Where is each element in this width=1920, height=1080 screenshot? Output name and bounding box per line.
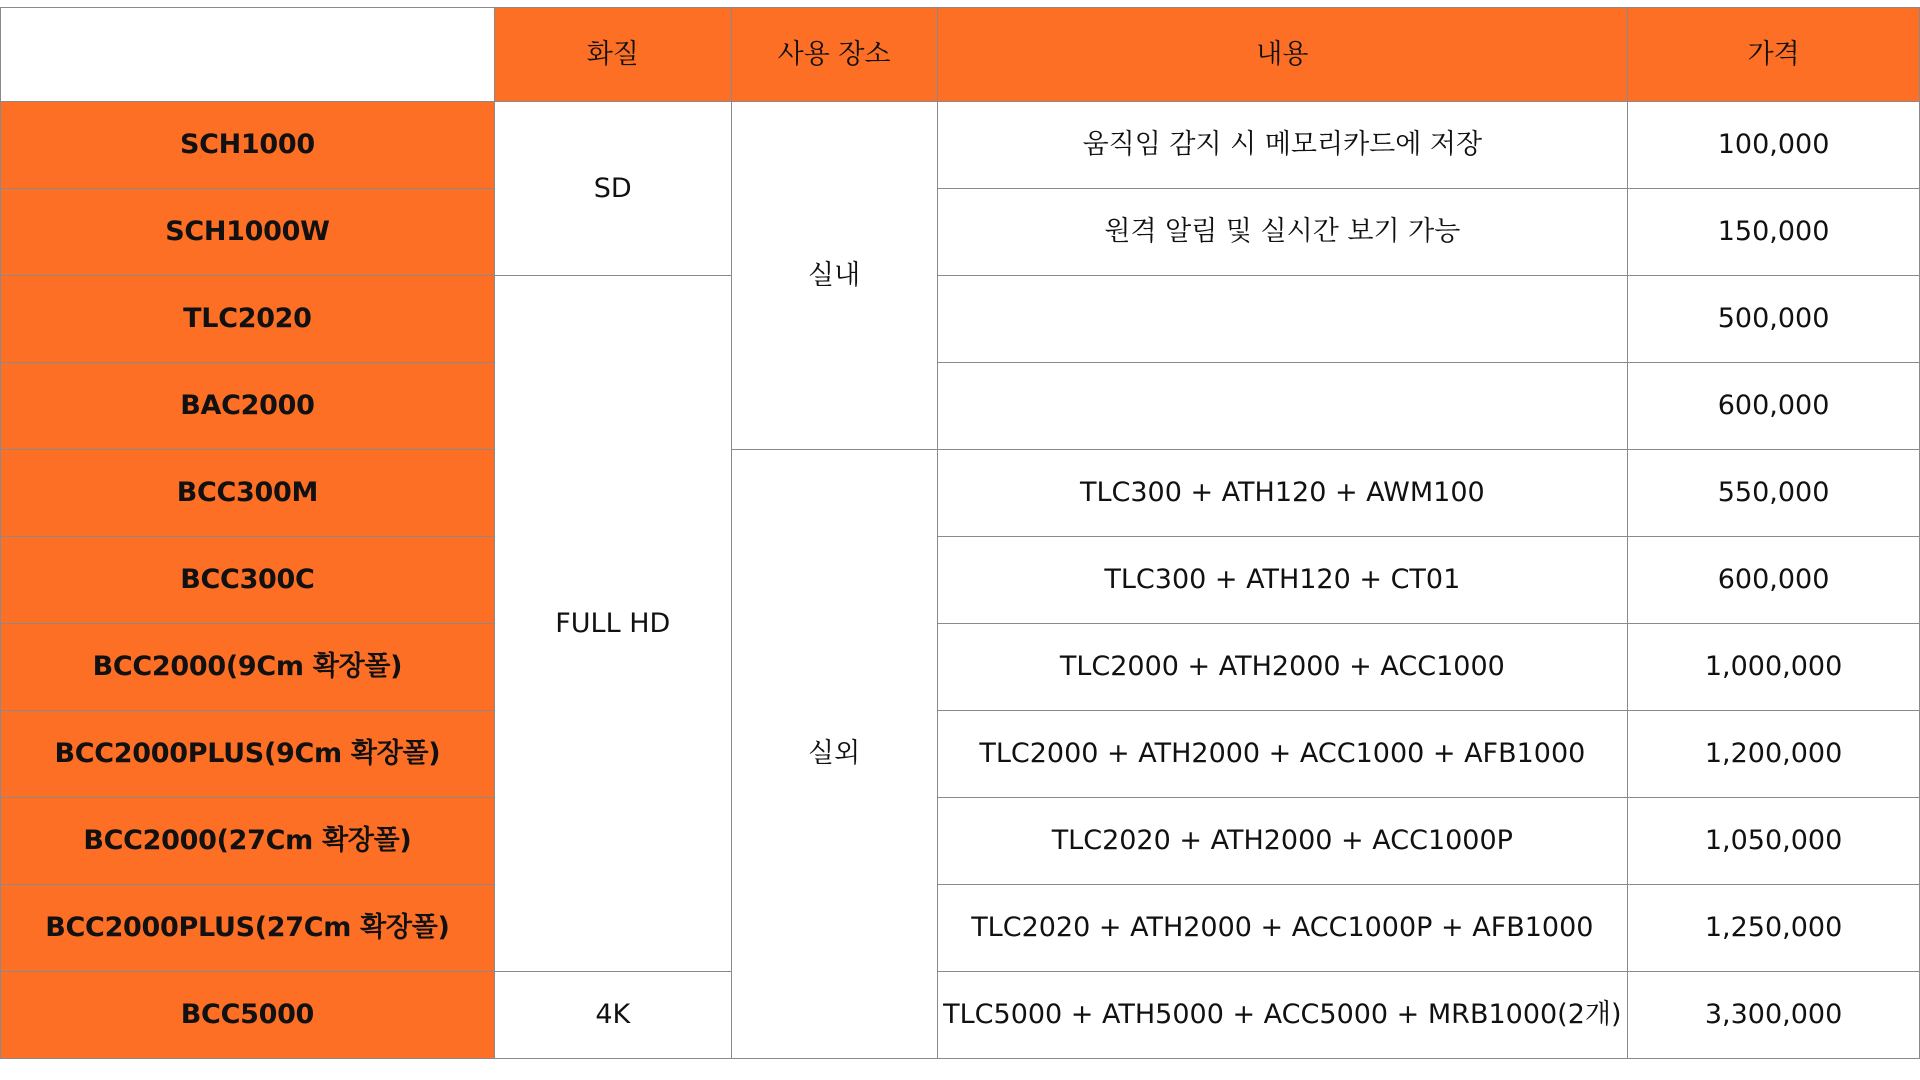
content-cell: TLC300 + ATH120 + AWM100 <box>937 450 1628 537</box>
model-name: TLC2020 <box>1 276 495 363</box>
price-cell: 550,000 <box>1628 450 1920 537</box>
model-name: BCC2000PLUS(9Cm 확장폴) <box>1 711 495 798</box>
price-cell: 1,050,000 <box>1628 798 1920 885</box>
price-cell: 1,000,000 <box>1628 624 1920 711</box>
table-row <box>1 711 1920 798</box>
model-name: BAC2000 <box>1 363 495 450</box>
price-cell: 100,000 <box>1628 102 1920 189</box>
price-cell: 3,300,000 <box>1628 972 1920 1059</box>
quality-fullhd-cell: FULL HD <box>494 276 731 972</box>
table-row <box>1 624 1920 711</box>
content-cell: 원격 알림 및 실시간 보기 가능 <box>937 189 1628 276</box>
table-row <box>1 450 1920 537</box>
model-name: BCC2000PLUS(27Cm 확장폴) <box>1 885 495 972</box>
table-row <box>1 363 1920 450</box>
content-cell: 움직임 감지 시 메모리카드에 저장 <box>937 102 1628 189</box>
price-cell: 1,250,000 <box>1628 885 1920 972</box>
location-outdoor-cell: 실외 <box>731 450 937 1059</box>
model-name: BCC2000(27Cm 확장폴) <box>1 798 495 885</box>
model-name: SCH1000 <box>1 102 495 189</box>
header-content: 내용 <box>937 8 1628 102</box>
content-cell: TLC2020 + ATH2000 + ACC1000P <box>937 798 1628 885</box>
content-cell: TLC5000 + ATH5000 + ACC5000 + MRB1000(2개) <box>937 972 1628 1059</box>
location-indoor-cell: 실내 <box>731 102 937 450</box>
content-cell: TLC300 + ATH120 + CT01 <box>937 537 1628 624</box>
model-name: BCC300M <box>1 450 495 537</box>
price-cell: 600,000 <box>1628 537 1920 624</box>
table-row <box>1 537 1920 624</box>
price-cell: 600,000 <box>1628 363 1920 450</box>
table-row <box>1 189 1920 276</box>
table-row <box>1 885 1920 972</box>
header-location: 사용 장소 <box>731 8 937 102</box>
quality-sd-cell: SD <box>494 102 731 276</box>
content-cell: TLC2020 + ATH2000 + ACC1000P + AFB1000 <box>937 885 1628 972</box>
table-row <box>1 276 1920 363</box>
content-cell <box>937 363 1628 450</box>
content-cell: TLC2000 + ATH2000 + ACC1000 + AFB1000 <box>937 711 1628 798</box>
model-name: BCC2000(9Cm 확장폴) <box>1 624 495 711</box>
model-name: SCH1000W <box>1 189 495 276</box>
header-price: 가격 <box>1628 8 1920 102</box>
content-cell <box>937 276 1628 363</box>
product-price-table <box>0 7 1920 1059</box>
content-cell: TLC2000 + ATH2000 + ACC1000 <box>937 624 1628 711</box>
table-header-row <box>1 8 1920 102</box>
table-row <box>1 102 1920 189</box>
price-cell: 1,200,000 <box>1628 711 1920 798</box>
table-row <box>1 798 1920 885</box>
price-cell: 150,000 <box>1628 189 1920 276</box>
quality-4k-cell: 4K <box>494 972 731 1059</box>
model-name: BCC5000 <box>1 972 495 1059</box>
price-cell: 500,000 <box>1628 276 1920 363</box>
header-corner-cell <box>1 8 495 102</box>
model-name: BCC300C <box>1 537 495 624</box>
table-row <box>1 972 1920 1059</box>
header-quality: 화질 <box>494 8 731 102</box>
